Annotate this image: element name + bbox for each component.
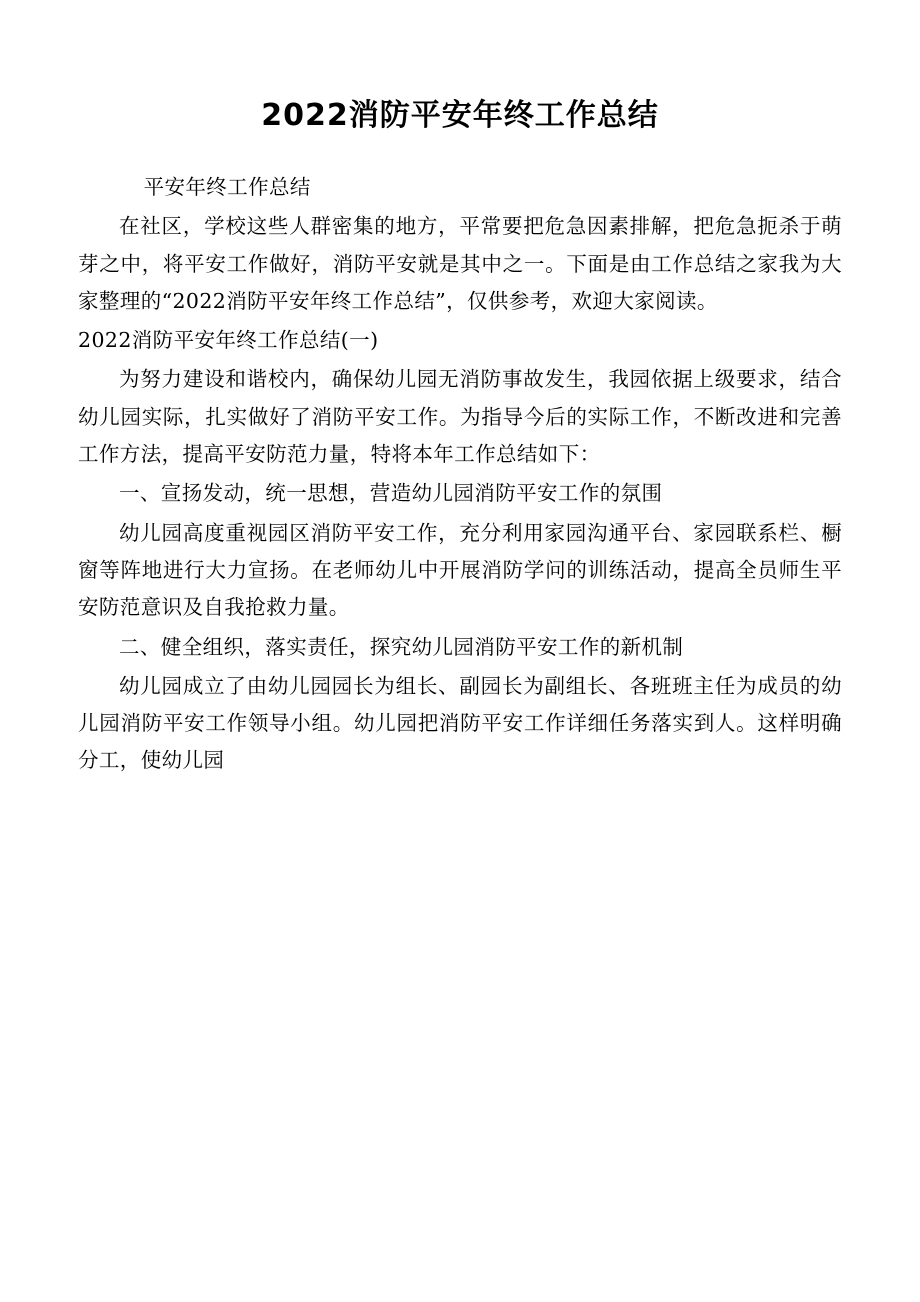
body-paragraph: 二、健全组织，落实责任，探究幼儿园消防平安工作的新机制 bbox=[119, 634, 684, 659]
body-paragraph: 幼儿园高度重视园区消防平安工作，充分利用家园沟通平台、家园联系栏、橱窗等阵地进行大力宣扬。在老师幼儿中开展消防学问的训练活动，提高全员师生平安防范意识及自我抢救力量。 bbox=[78, 520, 842, 620]
body-paragraph: 幼儿园成立了由幼儿园园长为组长、副园长为副组长、各班班主任为成员的幼儿园消防平安工作领导小组。幼儿园把消防平安工作详细任务落实到人。这样明确分工，使幼儿园 bbox=[78, 673, 842, 773]
intro-paragraph: 在社区，学校这些人群密集的地方，平常要把危急因素排解，把危急扼杀于萌芽之中，将平安工作做好，消防平安就是其中之一。下面是由工作总结之家我为大家整理的“2022消防平安年终工作总结”，仅供参考，欢迎大家阅读。 bbox=[78, 214, 842, 313]
body-paragraph: 为努力建设和谐校内，确保幼儿园无消防事故发生，我园依据上级要求，结合幼儿园实际，扎实做好了消防平安工作。为指导今后的实际工作，不断改进和完善工作方法，提高平安防范力量，特将本年工作总结如下： bbox=[78, 367, 842, 467]
document-subtitle: 平安年终工作总结 bbox=[143, 175, 311, 199]
body-paragraph: 一、宣扬发动，统一思想，营造幼儿园消防平安工作的氛围 bbox=[119, 481, 663, 506]
section-label: 2022消防平安年终工作总结(一) bbox=[78, 328, 379, 353]
page-title: 2022消防平安年终工作总结 bbox=[261, 98, 659, 133]
